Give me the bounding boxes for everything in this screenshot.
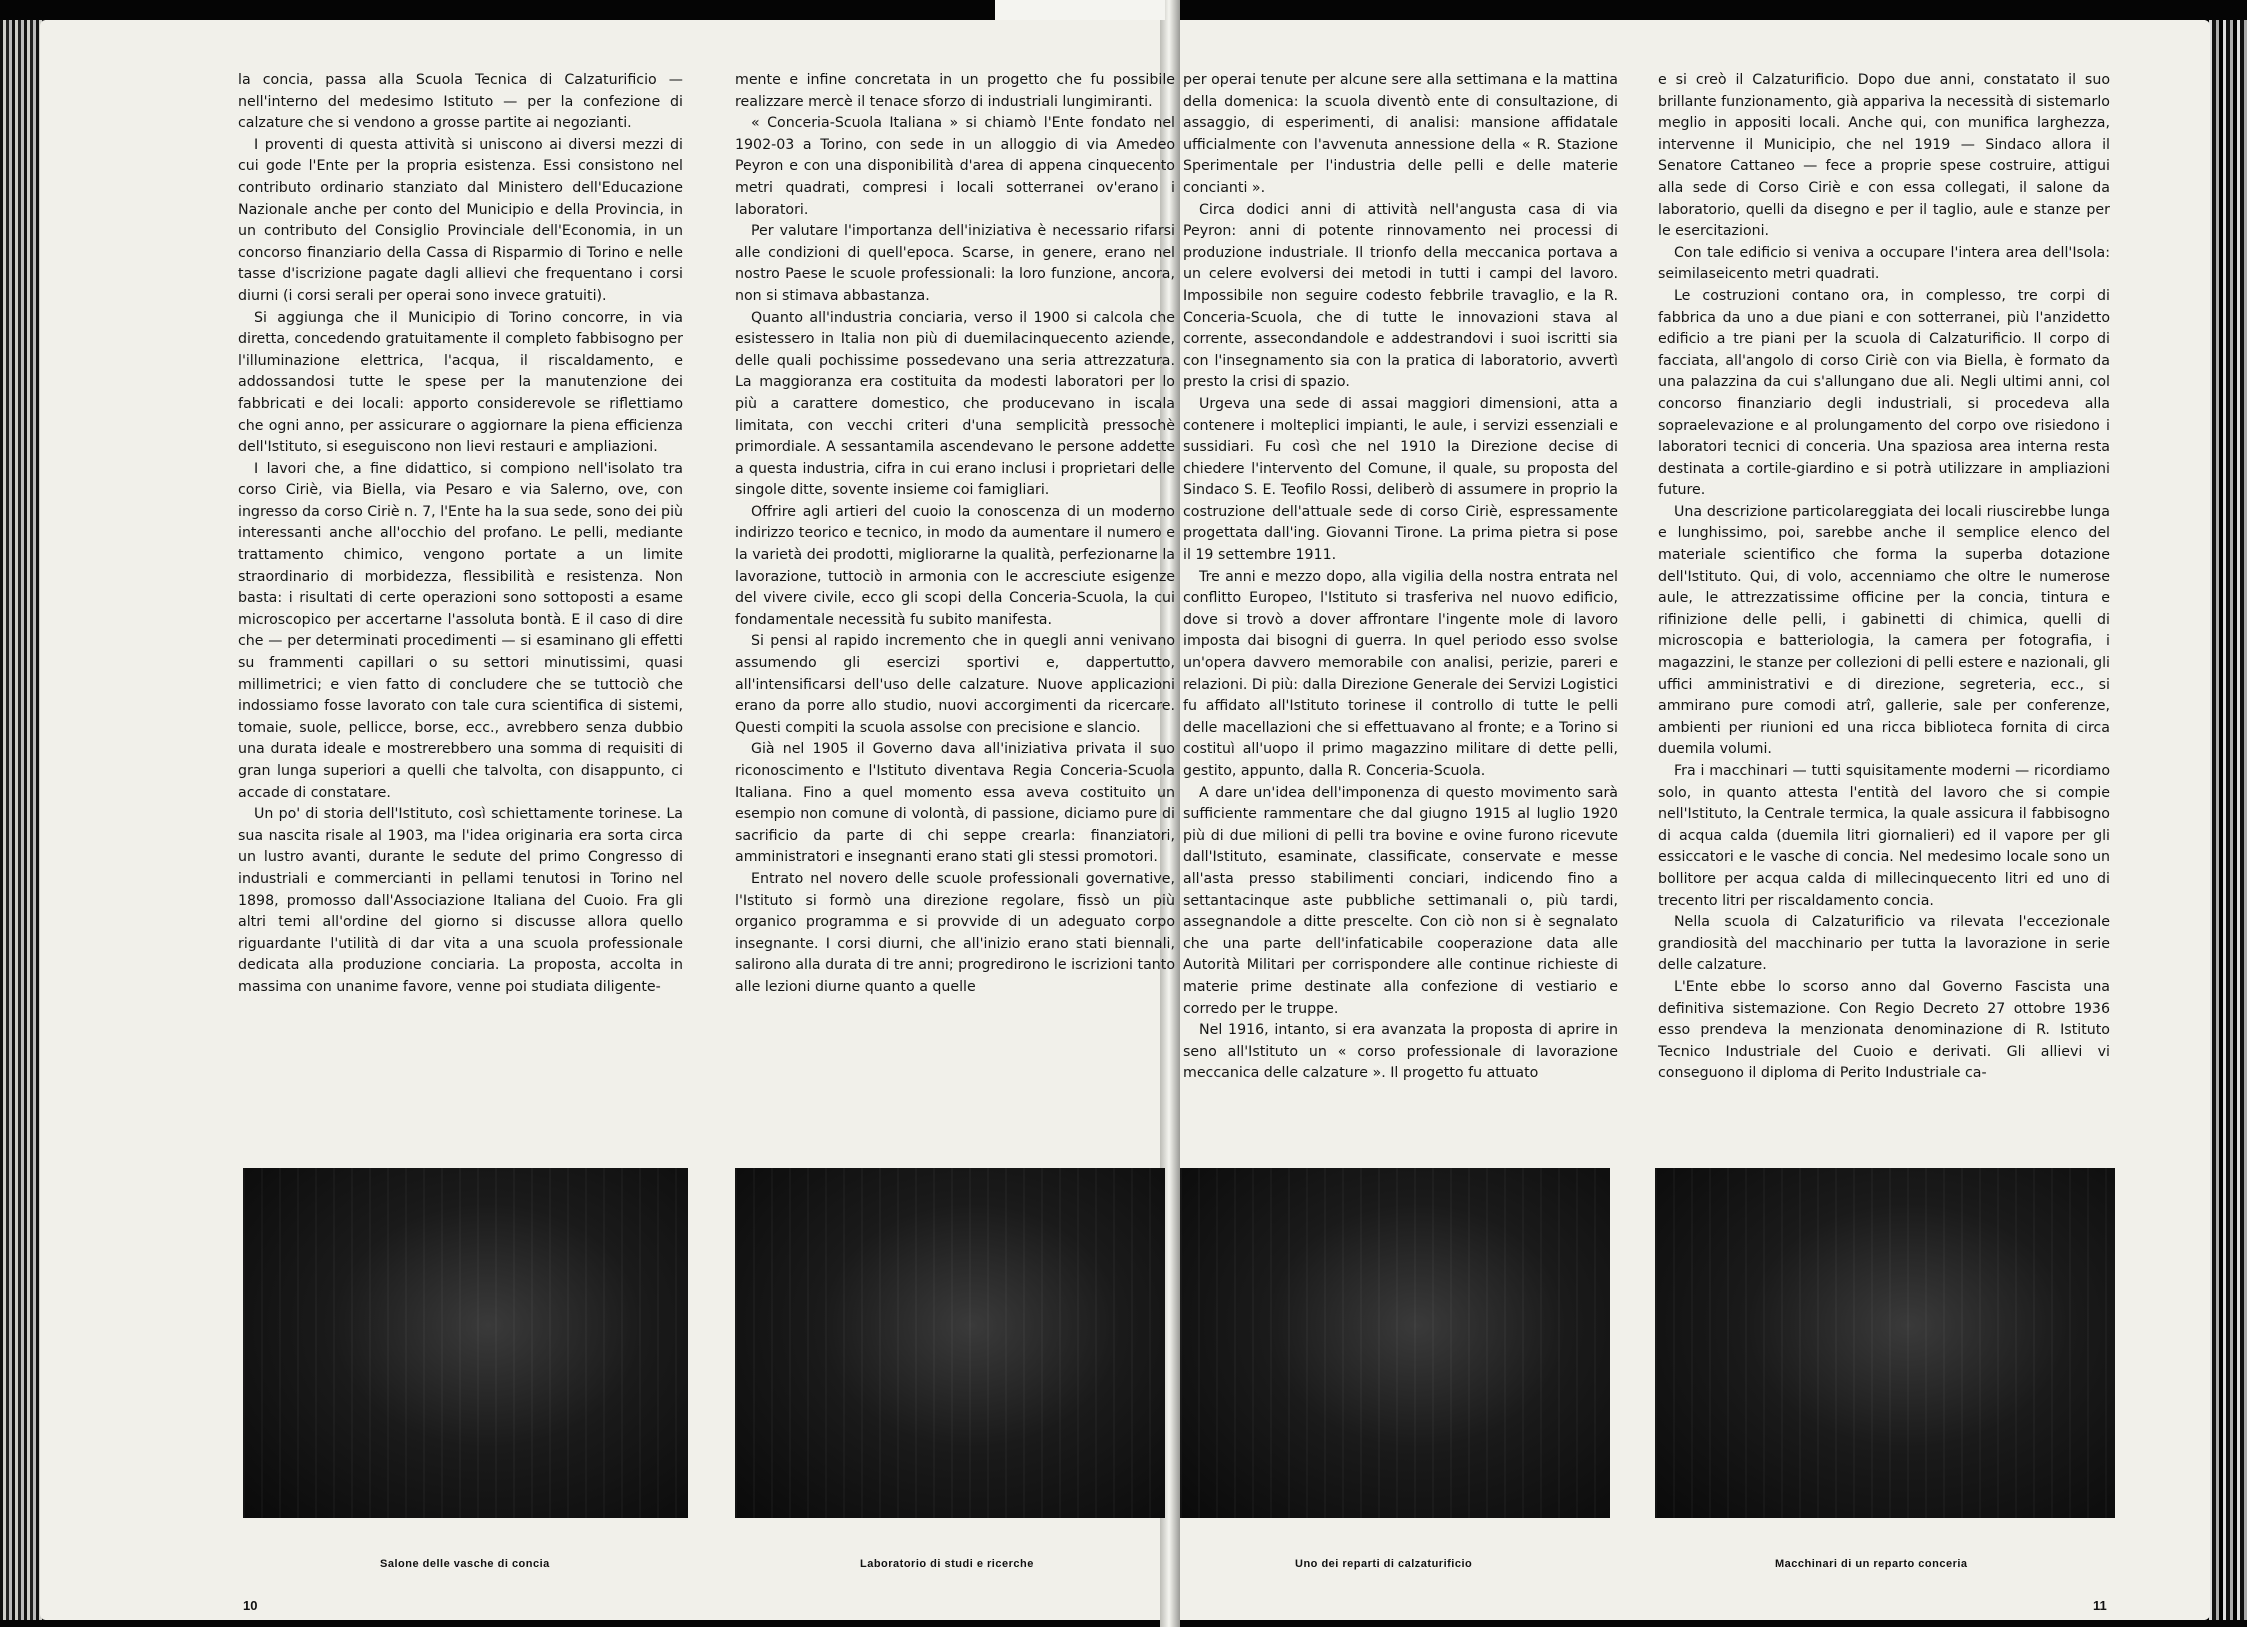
paragraph: Offrire agli artieri del cuoio la conoscenza di un moderno indirizzo teorico e tecnico, in modo da aumentare il numero e la varietà dei prodotti, migliorarne la qualità, perfezionarne la lavorazione, tuttociò in armonia con le accresciute esigenze del vivere civile, ecco gli scopi della Conceria-Scuola, la cui fondamentale necessità fu subito manifesta.: [735, 503, 1175, 628]
photo-shoe-factory: [1180, 1168, 1610, 1518]
paragraph: Un po' di storia dell'Istituto, così schiettamente torinese. La sua nascita risale al 1903, ma l'idea originaria era sorta circa un lustro avanti, durante le sedute del primo Congresso di industriali e commercianti in pellami tenutosi in Torino nel 1898, promosso dall'Associazione Italiana del Cuoio. Fra gli altri temi all'ordine del giorno si discusse allora quello riguardante l'utilità di dar vita a una scuola professionale dedicata alla produzione conciaria. La proposta, accolta in massima con unanime favore, venne poi studiata diligente-: [238, 806, 683, 995]
paragraph: mente e infine concretata in un progetto che fu possibile realizzare mercè il tenace sforzo di industriali lungimiranti.: [735, 72, 1175, 110]
paragraph: Già nel 1905 il Governo dava all'iniziativa privata il suo riconoscimento e l'Istituto diventava Regia Conceria-Scuola Italiana. Fino a quel momento essa aveva costituito un esempio non comune di volontà, di passione, diciamo pure di sacrificio da parte di chi seppe crearla: finanziatori, amministratori e insegnanti erano stati gli stessi promotori.: [735, 741, 1175, 866]
photo-machinery: [1655, 1168, 2115, 1518]
paragraph: Fra i macchinari — tutti squisitamente moderni — ricordiamo solo, in quanto attesta l'entità del lavoro che si compie nell'Istituto, la Centrale termica, la quale assicura il fabbisogno di acqua calda (duemila litri giornalieri) ed il vapore per gli essiccatori e le vasche di concia. Nel medesimo locale sono un bollitore per acqua calda di millecinquecento litri ed uno di trecento litri per riscaldamento concia.: [1658, 763, 2110, 909]
photo-laboratory: [735, 1168, 1165, 1518]
text-column-2: [735, 70, 1175, 999]
page-number-right: 11: [2093, 1598, 2107, 1613]
paragraph: Circa dodici anni di attività nell'angusta casa di via Peyron: anni di potente rinnovamento nei processi di produzione industriale. Il trionfo della meccanica portava a un celere evolversi dei metodi in tutti i campi del lavoro. Impossibile non seguire codesto febbrile travaglio, e la R. Conceria-Scuola, che di tutte le innovazioni stava al corrente, assecondandole e addestrandovi i suoi iscritti sia con l'insegnamento sia con la pratica di laboratorio, avvertì presto la crisi di spazio.: [1183, 201, 1618, 391]
paragraph: la concia, passa alla Scuola Tecnica di Calzaturificio — nell'interno del medesimo Istituto — per la confezione di calzature che si vendono a grosse partite ai negozianti.: [238, 72, 683, 132]
text-column-1: [238, 70, 683, 999]
paragraph: Con tale edificio si veniva a occupare l'intera area dell'Isola: seimilaseicento metri quadrati.: [1658, 244, 2110, 283]
paragraph: Quanto all'industria conciaria, verso il 1900 si calcola che esistessero in Italia non più di duemilacinquecento aziende, delle quali pochissime possedevano una seria attrezzatura. La maggioranza era costituita da modesti laboratori per lo più a carattere domestico, che producevano in iscala limitata, con vecchi criteri d'una semplicità pressochè primordiale. A sessantamila ascendevano le persone addette a questa industria, cifra in cui erano inclusi i proprietari delle singole ditte, sovente insieme coi famigliari.: [735, 309, 1175, 499]
text-column-3: [1183, 70, 1618, 1085]
paragraph: Si pensi al rapido incremento che in quegli anni venivano assumendo gli esercizi sportivi e, dappertutto, all'intensificarsi dell'uso delle calzature. Nuove applicazioni erano da porre allo studio, nuovi accorgimenti da ricercare. Questi compiti la scuola assolse con precisione e slancio.: [735, 633, 1175, 736]
page-number-left: 10: [243, 1598, 258, 1613]
paragraph: per operai tenute per alcune sere alla settimana e la mattina della domenica: la scuola diventò ente di consultazione, di assaggio, di esperimenti, di analisi: mansione affidatale ufficialmente con l'avvenuta annessione della « R. Stazione Sperimentale per l'industria delle pelli e delle materie concianti ».: [1183, 72, 1618, 196]
photo-tannery-hall: [243, 1168, 688, 1518]
paragraph: I lavori che, a fine didattico, si compiono nell'isolato tra corso Ciriè, via Biella, via Pesaro e via Salerno, ove, con ingresso da corso Ciriè n. 7, l'Ente ha la sua sede, sono dei più interessanti anche all'occhio del profano. Le pelli, mediante trattamento chimico, vengono portate a un limite straordinario di morbidezza, flessibilità e resistenza. Non basta: i risultati di certe operazioni sono sottoposti a esame microscopico per accertarne l'assoluta bontà. E il caso di dire che — per determinati procedimenti — si esaminano gli effetti su frammenti capillari o su settori minutissimi, quasi millimetrici; e vien fatto di concludere che se tuttociò che indossiamo fosse lavorato con tale cura scientifica di sistemi, tomaie, suole, pellicce, borse, ecc., avrebbero senza dubbio una durata ideale e mostrerebbero una somma di requisiti di gran lunga superiori a quelli che talvolta, con disappunto, ci accade di constatare.: [238, 460, 683, 801]
paragraph: e si creò il Calzaturificio. Dopo due anni, constatato il suo brillante funzionamento, già appariva la necessità di sistemarlo meglio in appositi locali. Anche qui, con munifica larghezza, intervenne il Municipio, che nel 1919 — Sindaco allora il Senatore Cattaneo — fece a proprie spese costruire, attigui alla sede di Corso Ciriè e con essa collegati, il salone da laboratorio, quelli da disegno e per il taglio, aule e stanze per le esercitazioni.: [1658, 72, 2110, 240]
paragraph: Per valutare l'importanza dell'iniziativa è necessario rifarsi alle condizioni di quell'epoca. Scarse, in genere, erano nel nostro Paese le scuole professionali: la loro funzione, ancora, non si stimava abbastanza.: [735, 223, 1175, 304]
caption-photo-3: Uno dei reparti di calzaturificio: [1295, 1558, 1473, 1570]
top-paper-edge: [995, 0, 1165, 20]
paragraph: Si aggiunga che il Municipio di Torino concorre, in via diretta, concedendo gratuitamente il completo fabbisogno per l'illuminazione elettrica, l'acqua, il riscaldamento, e addossandosi tutte le spese per la manutenzione dei fabbricati e dei locali: apporto considerevole se riflettiamo che ogni anno, per assicurare o aggiornare la piena efficienza dell'Istituto, si eseguiscono non lievi restauri e ampliazioni.: [238, 309, 683, 456]
paragraph: I proventi di questa attività si uniscono ai diversi mezzi di cui gode l'Ente per la propria esistenza. Essi consistono nel contributo ordinario stanziato dal Ministero dell'Educazione Nazionale anche per conto del Municipio e della Provincia, in un contributo del Consiglio Provinciale dell'Economia, in un concorso finanziario della Cassa di Risparmio di Torino e nelle tasse d'iscrizione pagate dagli allievi che frequentano i corsi diurni (i corsi serali per operai sono invece gratuiti).: [238, 136, 683, 304]
paragraph: Nella scuola di Calzaturificio va rilevata l'eccezionale grandiosità del macchinario per tutta la lavorazione in serie delle calzature.: [1658, 914, 2110, 974]
caption-photo-4: Macchinari di un reparto conceria: [1775, 1558, 1968, 1570]
paragraph: L'Ente ebbe lo scorso anno dal Governo Fascista una definitiva sistemazione. Con Regio Decreto 27 ottobre 1936 esso prendeva la menzionata denominazione di R. Istituto Tecnico Industriale del Cuoio e derivati. Gli allievi vi conseguono il diploma di Perito Industriale ca-: [1658, 978, 2110, 1082]
paragraph: Entrato nel novero delle scuole professionali governative, l'Istituto si formò una direzione regolare, fissò un più organico programma e si provvide di un adeguato corpo insegnante. I corsi diurni, che all'inizio erano stati biennali, salirono alla durata di tre anni; progredirono le iscrizioni tanto alle lezioni diurne quanto a quelle: [735, 870, 1175, 995]
paragraph: Tre anni e mezzo dopo, alla vigilia della nostra entrata nel conflitto Europeo, l'Istituto si trasferiva nel nuovo edificio, dove si trovò a dover affrontare l'ingente mole di lavoro imposta dai bisogni di guerra. In quel periodo esso svolse un'opera davvero memorabile con analisi, perizie, pareri e relazioni. Di più: dalla Direzione Generale dei Servizi Logistici fu affidato all'Istituto torinese il controllo di tutte le pelli delle macellazioni che si effettuavano al fronte; e a Torino si costituì all'uopo il primo magazzino militare di dette pelli, gestito, appunto, dalla R. Conceria-Scuola.: [1183, 568, 1618, 779]
caption-photo-1: Salone delle vasche di concia: [380, 1558, 550, 1570]
paragraph: A dare un'idea dell'imponenza di questo movimento sarà sufficiente rammentare che dal giugno 1915 al luglio 1920 più di due milioni di pelli tra bovine e ovine furono ricevute dall'Istituto, esaminate, classificate, conservate e messe all'asta presso stabilimenti conciari, indicendo fino a settantacinque aste pubbliche settimanali o, più tardi, assegnandole a ditte prescelte. Con ciò non si è segnalato che una parte dell'infaticabile cooperazione data alle Autorità Militari per corrispondere alle continue richieste di materie prime destinate alla confezione di vestiario e corredo per le truppe.: [1183, 784, 1618, 1017]
paragraph: Nel 1916, intanto, si era avanzata la proposta di aprire in seno all'Istituto un « corso professionale di lavorazione meccanica delle calzature ». Il progetto fu attuato: [1183, 1022, 1618, 1082]
text-column-4: [1658, 70, 2110, 1085]
paragraph: Urgeva una sede di assai maggiori dimensioni, atta a contenere i molteplici impianti, le aule, i servizi essenziali e sussidiari. Fu così che nel 1910 la Direzione decise di chiedere l'intervento del Comune, il quale, su proposta del Sindaco S. E. Teofilo Rossi, deliberò di assumere in proprio la costruzione dell'attuale sede di corso Ciriè, espressamente progettata dall'ing. Giovanni Tirone. La prima pietra si pose il 19 settembre 1911.: [1183, 395, 1618, 564]
paragraph: « Conceria-Scuola Italiana » si chiamò l'Ente fondato nel 1902-03 a Torino, con sede in un alloggio di via Amedeo Peyron e con una disponibilità d'area di appena cinquecento metri quadrati, compresi i locali sotterranei ov'erano i laboratori.: [735, 115, 1175, 218]
caption-photo-2: Laboratorio di studi e ricerche: [860, 1558, 1034, 1570]
paragraph: Una descrizione particolareggiata dei locali riuscirebbe lunga e lunghissimo, poi, sarebbe anche il semplice elenco del materiale scientifico che forma la superba dotazione dell'Istituto. Qui, di volo, accenniamo che oltre le numerose aule, le attrezzatissime officine per la concia, tintura e rifinizione delle pelli, i gabinetti di chimica, quelli di microscopia e batteriologia, la camera per fotografia, i magazzini, le stanze per collezioni di pelli estere e nazionali, gli uffici amministrativi e di direzione, segreteria, ecc., si ammirano pure comodi atrî, gallerie, sale per conferenze, ambienti per riunioni ed una ricca biblioteca fornita di circa duemila volumi.: [1658, 503, 2110, 758]
paragraph: Le costruzioni contano ora, in complesso, tre corpi di fabbrica da uno a due piani e con sotterranei, più l'anzidetto edificio a tre piani per la scuola di Calzaturificio. Il corpo di facciata, all'angolo di corso Ciriè con via Biella, è formato da una palazzina da cui s'allungano due ali. Negli ultimi anni, col concorso finanziario degli industriali, si procedeva alla sopraelevazione e al prolungamento del corpo ove risiedono i laboratori tecnici di conceria. Una spaziosa area interna resta destinata a cortile-giardino e si potrà utilizzare in ampliazioni future.: [1658, 287, 2110, 499]
